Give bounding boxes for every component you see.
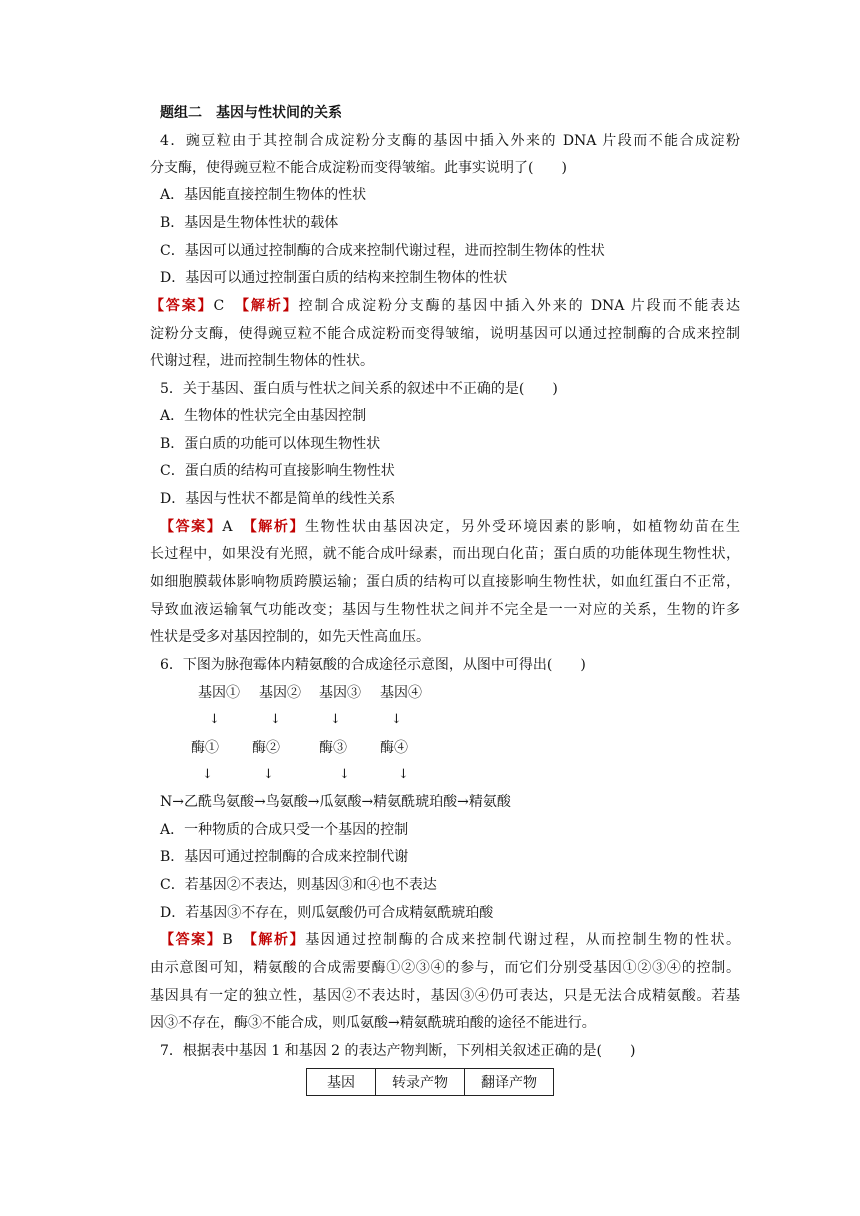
q6-stem: 6．下图为脉孢霉体内精氨酸的合成途径示意图，从图中可得出( )	[160, 657, 586, 673]
table-header-row	[307, 1069, 554, 1096]
arrow-gene1-enzyme1: ↓	[209, 712, 220, 727]
q5-option-a: A．生物体的性状完全由基因控制	[160, 408, 367, 424]
gene-1-label: 基因①	[198, 685, 240, 701]
q5-analysis-line1	[160, 517, 740, 537]
gene-4-label: 基因④	[380, 685, 422, 701]
q4-option-d: D．基因可以通过控制蛋白质的结构来控制生物体的性状	[160, 270, 508, 286]
gene-2-label: 基因②	[259, 685, 301, 701]
enzyme-1-label: 酶①	[191, 740, 219, 756]
q4-analysis-line2: 淀粉分支酶，使得豌豆粒不能合成淀粉而变得皱缩，说明基因可以通过控制酶的合成来控制	[150, 326, 740, 342]
section-title: 题组二 基因与性状间的关系	[160, 105, 342, 121]
q4-stem-line1: 4．豌豆粒由于其控制合成淀粉分支酶的基因中插入外来的 DNA 片段而不能合成淀粉	[160, 133, 740, 149]
gene-table	[306, 1068, 554, 1096]
arrow-enzyme1-step1: ↓	[202, 767, 213, 782]
q6-answer-tag: 【答案】	[160, 932, 223, 948]
q6-option-d: D．若基因③不存在，则瓜氨酸仍可合成精氨酰琥珀酸	[160, 905, 494, 921]
table-header-transcription: 转录产物	[376, 1069, 465, 1096]
q6-option-b: B．基因可通过控制酶的合成来控制代谢	[160, 849, 409, 865]
arrow-enzyme3-step3: ↓	[339, 767, 350, 782]
arrow-gene2-enzyme2: ↓	[270, 712, 281, 727]
q4-answer: C	[213, 298, 225, 314]
q5-analysis-tag: 【解析】	[249, 519, 306, 535]
q5-answer: A	[222, 519, 233, 535]
q4-option-a: A．基因能直接控制生物体的性状	[160, 187, 367, 203]
q5-analysis-line5: 性状是受多对基因控制的，如先天性高血压。	[150, 629, 430, 645]
q6-option-a: A．一种物质的合成只受一个基因的控制	[160, 822, 409, 838]
arrow-gene3-enzyme3: ↓	[330, 712, 341, 727]
q4-option-c: C．基因可以通过控制酶的合成来控制代谢过程，进而控制生物体的性状	[160, 243, 605, 259]
q5-analysis-line2: 长过程中，如果没有光照，就不能合成叶绿素，而出现白化苗；蛋白质的功能体现生物性状，	[150, 546, 740, 562]
arrow-enzyme4-step4: ↓	[398, 767, 409, 782]
arrow-enzyme2-step2: ↓	[263, 767, 274, 782]
q6-analysis-text1: 基因通过控制酶的合成来控制代谢过程，从而控制生物的性状。	[305, 932, 741, 948]
enzyme-2-label: 酶②	[252, 740, 280, 756]
gene-3-label: 基因③	[319, 685, 361, 701]
q5-analysis-line3: 如细胞膜载体影响物质跨膜运输；蛋白质的结构可以直接影响生物性状，如血红蛋白不正常，	[150, 574, 740, 590]
q4-analysis-text1: 控制合成淀粉分支酶的基因中插入外来的 DNA 片段而不能表达	[298, 298, 741, 314]
table-header-translation: 翻译产物	[465, 1069, 554, 1096]
q6-analysis-tag: 【解析】	[249, 932, 306, 948]
q5-analysis-line4: 导致血液运输氧气功能改变；基因与生物性状之间并不完全是一一对应的关系，生物的许多	[150, 602, 740, 618]
q6-analysis-line3: 基因具有一定的独立性，基因②不表达时，基因③④仍可表达，只是无法合成精氨酸。若基	[150, 988, 740, 1004]
q7-stem: 7．根据表中基因 1 和基因 2 的表达产物判断，下列相关叙述正确的是( )	[160, 1043, 636, 1059]
q4-analysis-line1	[150, 296, 740, 316]
q4-option-b: B．基因是生物体性状的载体	[160, 215, 339, 231]
pathway-sequence: N→乙酰鸟氨酸→鸟氨酸→瓜氨酸→精氨酰琥珀酸→精氨酸	[160, 794, 511, 810]
q5-option-d: D．基因与性状不都是简单的线性关系	[160, 491, 396, 507]
q4-stem-line2: 分支酶，使得豌豆粒不能合成淀粉而变得皱缩。此事实说明了( )	[150, 160, 567, 176]
q6-option-c: C．若基因②不表达，则基因③和④也不表达	[160, 877, 437, 893]
q6-analysis-line2: 由示意图可知，精氨酸的合成需要酶①②③④的参与，而它们分别受基因①②③④的控制。	[150, 960, 740, 976]
q4-answer-tag: 【答案】	[150, 298, 214, 314]
q4-analysis-line3: 代谢过程，进而控制生物体的性状。	[150, 353, 374, 369]
q6-analysis-line1	[160, 930, 740, 950]
q4-analysis-tag: 【解析】	[242, 298, 299, 314]
q5-option-b: B．蛋白质的功能可以体现生物性状	[160, 436, 381, 452]
q6-analysis-line4: 因③不存在，酶③不能合成，则瓜氨酸→精氨酰琥珀酸的途径不能进行。	[150, 1015, 596, 1031]
q5-stem: 5．关于基因、蛋白质与性状之间关系的叙述中不正确的是( )	[160, 381, 558, 397]
arrow-gene4-enzyme4: ↓	[391, 712, 402, 727]
q5-analysis-text1: 生物性状由基因决定，另外受环境因素的影响，如植物幼苗在生	[305, 519, 741, 535]
q5-option-c: C．蛋白质的结构可直接影响生物性状	[160, 463, 395, 479]
q6-answer: B	[222, 932, 233, 948]
q5-answer-tag: 【答案】	[160, 519, 223, 535]
enzyme-3-label: 酶③	[319, 740, 347, 756]
enzyme-4-label: 酶④	[380, 740, 408, 756]
table-header-gene: 基因	[307, 1069, 376, 1096]
